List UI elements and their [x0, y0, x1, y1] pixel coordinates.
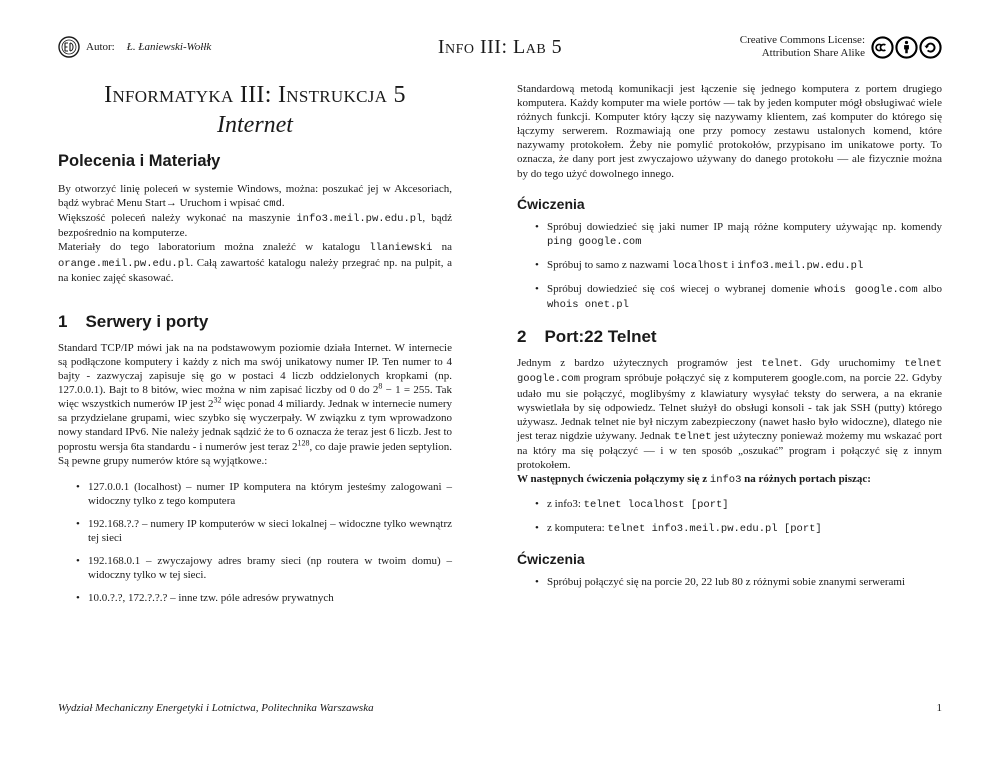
- materials-paragraph-3: Materiały do tego laboratorium można znaleźć w katalogu llaniewski na orange.meil.pw.edu.pl. Całą zawartość katalogu należy przegrać np. na pulpit, a na koniec zajęć skasować.: [58, 241, 452, 284]
- info3-code: info3.meil.pw.edu.pl: [737, 259, 864, 272]
- list-item: • z info3: telnet localhost [port]: [517, 497, 942, 512]
- list-item: • 192.168.?.? – numery IP komputerów w sieci lokalnej – widoczne tylko wewnątrz tej sieci: [58, 517, 452, 545]
- document-title-sub: Internet: [217, 112, 293, 138]
- section-2-paragraph: Jednym z bardzo użytecznych programów jest telnet. Gdy uruchomimy telnet google.com program spróbuje połączyć się z komputerem google.com, na porcie 22. Gdyby udało mu sie połączyć, moglibyśmy z klawiatury wysyłać teksty do serwera, a na ekranie wyswietlała by się odpowiedz. Telnet służył do obsługi konsoli - tak jak SSH (putty) którego używasz. Jednak telnet nie był niczym zabezpieczony (nawet hasło było widoczne), dlatego nie jest teraz nigdzie używany. Jednak telnet jest użyteczny ponieważ możemy mu wskazać port na który ma się połączyć — i w ten sposób „oszukać” program i połączyć się z innym protokołem.: [517, 357, 943, 471]
- section-1-heading: 1 Serwery i porty: [58, 311, 209, 331]
- whois-onet-code: whois onet.pl: [547, 299, 629, 312]
- running-title: Info III: Lab 5: [437, 36, 563, 58]
- page-footer: [58, 702, 942, 714]
- license-line-1: Creative Commons License:: [739, 34, 865, 46]
- list-item: • Spróbuj to samo z nazwami localhost i info3.meil.pw.edu.pl: [517, 258, 942, 273]
- attribution-icon: [895, 36, 918, 59]
- left-column: [58, 80, 452, 614]
- license-text: [740, 34, 865, 60]
- exercises-2-list: [517, 575, 942, 589]
- license-block: [740, 34, 942, 60]
- author-label: Autor:: [86, 41, 115, 53]
- host-code: info3.meil.pw.edu.pl: [296, 213, 423, 226]
- list-item: • 10.0.?.?, 172.?.?.? – inne tzw. póle adresów prywatnych: [58, 591, 452, 605]
- materials-heading: Polecenia i Materiały: [58, 152, 221, 170]
- list-item: • 127.0.0.1 (localhost) – numer IP komputera na którym jesteśmy zalogowani – widoczny tylko z tego komputera: [58, 480, 452, 508]
- list-item: • Spróbuj połączyć się na porcie 20, 22 lub 80 z różnymi sobie znanymi serwerami: [517, 575, 942, 589]
- document-title-main: Informatyka III: Instrukcja 5: [104, 82, 406, 108]
- whois-google-code: whois google.com: [814, 284, 918, 297]
- list-item: • Spróbuj dowiedzieć się coś wiecej o wybranej domenie whois google.com albo whois onet.pl: [517, 282, 942, 312]
- telnet-info3-code: telnet info3.meil.pw.edu.pl [port]: [607, 523, 822, 536]
- page-header: [58, 34, 942, 68]
- telnet-commands-list: [517, 497, 942, 536]
- list-item: • Spróbuj dowiedzieć się jaki numer IP mają różne komputery używając np. komendy ping google.com: [517, 220, 942, 249]
- cc-badges: [871, 36, 942, 59]
- section-1-paragraph: Standard TCP/IP mówi jak na na podstawowym poziomie działa Internet. W internecie są podłączone komputery i każdy z nich ma swój unikatowy numer IP. Ten numer to 4 bajty - zazwyczaj zapisuje się go w postaci 4 liczb oddzielonych kropkami (np. 127.0.0.1). Bajt to 8 bitów, wiec można w nim zapisać liczby od 0 do $2^8 - 1 = 255$. Tak więc wszystkich numerów IP jest $2^{32}$ więc ponad 4 miliardy. Jednak w internecie numery sa przydzielane grupami, wiec szybko się wyczerpały. W związku z tym wprowadzono nowy standard IPv6. Nie należy jednak sądzić że to 6 oznacza że teraz jest 6 liczb. Jest to poprostu wersja 6ta standardu - i numerów jest teraz $2^{128}$, co daje prawie jeden septylion. Są pewne grupy numerów które są wyjątkowe.:: [58, 341, 453, 467]
- list-item: • 192.168.0.1 – zwyczajowy adres bramy sieci (np routera w twoim domu) – widoczny tylko w tej sieci.: [58, 554, 452, 582]
- dir-code: llaniewski: [369, 242, 433, 255]
- list-item: • z komputera: telnet info3.meil.pw.edu.pl [port]: [517, 521, 942, 536]
- exercises-1-heading: Ćwiczenia: [517, 195, 585, 212]
- document-title: [58, 80, 452, 140]
- ip-ranges-list: [58, 480, 452, 606]
- section-2-heading: 2 Port:22 Telnet: [517, 327, 657, 347]
- section-2-bold-line: W następnych ćwiczenia połączymy się z info3 na różnych portach pisząc:: [517, 473, 871, 487]
- cmd-code: cmd: [262, 198, 282, 211]
- cc-icon: [871, 36, 894, 59]
- license-line-2: Attribution Share Alike: [761, 47, 865, 59]
- ping-code: ping google.com: [547, 235, 642, 248]
- right-column: [517, 82, 942, 599]
- share-alike-icon: [919, 36, 942, 59]
- orange-host-code: orange.meil.pw.edu.pl: [58, 257, 191, 270]
- localhost-code: localhost: [671, 259, 729, 272]
- materials-paragraph-1: By otworzyć linię poleceń w systemie Windows, można: poszukać jej w Akcesoriach, bądź wybrać Menu Start→ Uruchom i wpisać cmd.: [58, 183, 452, 211]
- exercises-2-heading: Ćwiczenia: [517, 551, 585, 568]
- telnet-localhost-code: telnet localhost [port]: [583, 499, 729, 512]
- materials-paragraph-2: Większość poleceń należy wykonać na maszynie info3.meil.pw.edu.pl, bądź bezpośrednio na komputerze.: [58, 212, 453, 240]
- page-number: 1: [936, 702, 942, 714]
- ports-intro-paragraph: Standardową metodą komunikacji jest łączenie się jednego komputera z portem drugiego komputera. Każdy komputer ma wiele portów — tak by jeden komputer mógł obsługiwać wiele różnych funkcji. Komputer który łączy się nazywamy klientem, zaś komputer do którego się łączymy serwerem. Rozmawiają one przy pomocy zestawu ustalonych komend, które nazywamy protokołem. Żeby nie pomylić protokołów, przypisano im unikatowe porty. To oznacza, że dany port jest zwyczajowo używany do danego protokołu — ale fizycznie można by do tego użyć dowolnego innego.: [517, 83, 942, 180]
- institution-name: Wydział Mechaniczny Energetyki i Lotnictwa, Politechnika Warszawska: [58, 702, 374, 714]
- exercises-1-list: [517, 220, 942, 312]
- materials-text: [58, 182, 452, 285]
- author-name: Ł. Łaniewski-Wołłk: [126, 41, 212, 53]
